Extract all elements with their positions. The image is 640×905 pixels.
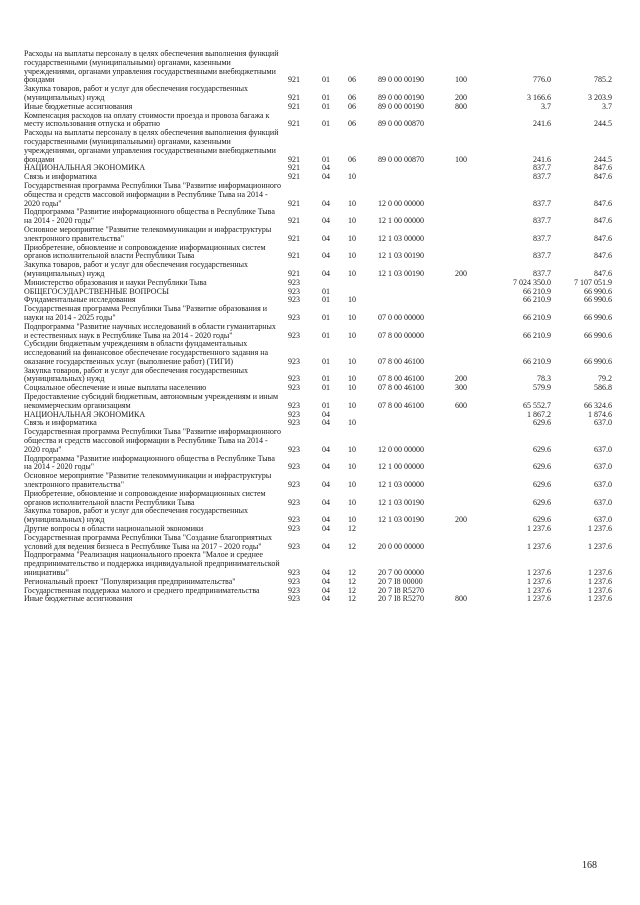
row-subsection: 06 <box>348 119 356 129</box>
row-amount-year2: 1 237.6 <box>588 594 612 604</box>
row-grbs: 923 <box>288 409 300 419</box>
row-expense-type: 100 <box>455 154 467 164</box>
row-grbs: 923 <box>288 277 300 287</box>
row-name: Подпрограмма "Реализация национального проекта "Малое и среднее предпринимательство и поддержка индивидуальной предпринимательской инициативы" <box>24 550 280 578</box>
row-grbs: 923 <box>288 286 300 296</box>
row-amount-year2: 1 237.6 <box>588 568 612 578</box>
row-section: 04 <box>322 497 330 507</box>
row-amount-year1: 579.9 <box>533 383 551 393</box>
row-section: 04 <box>322 163 330 173</box>
row-name: Государственная программа Республики Тыва "Развитие образования и науки на 2014 - 2025 годы" <box>24 304 268 322</box>
row-name: Приобретение, обновление и сопровождение информационных систем органов исполнительной власти Республики Тыва <box>24 488 266 507</box>
row-subsection: 12 <box>348 594 356 604</box>
row-section: 01 <box>322 295 330 305</box>
row-amount-year2: 7 107 051.9 <box>574 277 612 287</box>
row-section: 04 <box>322 524 330 534</box>
row-target-article: 12 1 03 00190 <box>378 515 424 525</box>
row-amount-year1: 1 237.6 <box>527 568 551 578</box>
row-amount-year2: 586.8 <box>594 383 612 393</box>
row-grbs: 923 <box>288 312 300 322</box>
row-target-article: 12 0 00 00000 <box>378 198 424 208</box>
row-amount-year2: 1 237.6 <box>588 585 612 595</box>
table-row <box>0 595 640 604</box>
row-expense-type: 200 <box>455 515 467 525</box>
row-amount-year2: 847.6 <box>594 233 612 243</box>
row-subsection: 10 <box>348 251 356 261</box>
row-name: Подпрограмма "Развитие информационного общества в Республике Тыва на 2014 - 2020 годы" <box>24 453 275 472</box>
table-row <box>0 507 640 525</box>
row-amount-year1: 837.7 <box>533 268 551 278</box>
row-section: 01 <box>322 383 330 393</box>
row-amount-year2: 637.0 <box>594 515 612 525</box>
row-amount-year1: 66 210.9 <box>523 295 551 305</box>
row-grbs: 923 <box>288 444 300 454</box>
row-amount-year1: 66 210.9 <box>523 312 551 322</box>
row-target-article: 89 0 00 00870 <box>378 154 424 164</box>
row-section: 01 <box>322 374 330 384</box>
table-row <box>0 226 640 244</box>
row-target-article: 20 0 00 00000 <box>378 541 424 551</box>
row-target-article: 89 0 00 00190 <box>378 75 424 85</box>
row-name: Закупка товаров, работ и услуг для обеспечения государственных (муниципальных) нужд <box>24 506 249 525</box>
table-row <box>0 393 640 411</box>
row-grbs: 923 <box>288 383 300 393</box>
row-amount-year1: 241.6 <box>533 154 551 164</box>
row-name: Закупка товаров, работ и услуг для обеспечения государственных (муниципальных) нужд <box>24 84 249 102</box>
row-amount-year2: 1 237.6 <box>588 524 612 534</box>
row-name: Подпрограмма "Развитие информационного общества в Республике Тыва на 2014 - 2020 годы" <box>24 207 275 226</box>
row-subsection: 10 <box>348 444 356 454</box>
row-section: 04 <box>322 216 330 226</box>
row-section: 04 <box>322 409 330 419</box>
row-amount-year1: 78.3 <box>537 374 551 384</box>
row-section: 04 <box>322 541 330 551</box>
row-grbs: 923 <box>288 594 300 604</box>
row-target-article: 12 1 03 00190 <box>378 268 424 278</box>
row-subsection: 10 <box>348 418 356 428</box>
row-expense-type: 800 <box>455 101 467 111</box>
table-row <box>0 112 640 130</box>
row-name: Подпрограмма "Развитие научных исследований в области гуманитарных и естественных наук в Республике Тыва на 2014 - 2020 годы" <box>24 321 276 340</box>
table-row <box>0 428 640 454</box>
row-expense-type: 800 <box>455 594 467 604</box>
row-target-article: 12 0 00 00000 <box>378 444 424 454</box>
row-grbs: 923 <box>288 480 300 490</box>
row-grbs: 923 <box>288 330 300 340</box>
row-name: Компенсация расходов на оплату стоимости проезда и провоза багажа к месту использования отпуска и обратно <box>24 110 270 129</box>
row-expense-type: 100 <box>455 75 467 85</box>
row-name: Государственная поддержка малого и среднего предпринимательства <box>24 585 260 595</box>
row-name: Связь и информатика <box>24 172 97 182</box>
table-row <box>0 367 640 385</box>
row-amount-year1: 1 237.6 <box>527 576 551 586</box>
row-section: 01 <box>322 101 330 111</box>
row-subsection: 10 <box>348 497 356 507</box>
row-amount-year2: 66 990.6 <box>584 356 612 366</box>
row-name: Расходы на выплаты персоналу в целях обеспечения выполнения функций государственными (муниципальными) органами, казенными учреждениями, органами управления государственными внебюджетными фондами <box>24 128 279 164</box>
row-section: 04 <box>322 585 330 595</box>
table-row <box>0 244 640 262</box>
row-expense-type: 600 <box>455 400 467 410</box>
row-target-article: 12 1 03 00000 <box>378 480 424 490</box>
row-name: Государственная программа Республики Тыва "Развитие информационного общества и средств массовой информации в Республике Тыва на 2014 - 2020 годы" <box>24 427 281 454</box>
row-grbs: 921 <box>288 216 300 226</box>
row-amount-year1: 1 237.6 <box>527 594 551 604</box>
table-row <box>0 129 640 164</box>
row-amount-year2: 785.2 <box>594 75 612 85</box>
row-grbs: 923 <box>288 585 300 595</box>
row-grbs: 921 <box>288 75 300 85</box>
row-grbs: 923 <box>288 524 300 534</box>
table-row <box>0 182 640 208</box>
page-number: 168 <box>582 860 597 871</box>
row-grbs: 923 <box>288 515 300 525</box>
row-target-article: 20 7 I8 R5270 <box>378 594 424 604</box>
row-target-article: 07 0 00 00000 <box>378 312 424 322</box>
row-amount-year2: 637.0 <box>594 497 612 507</box>
row-subsection: 06 <box>348 92 356 102</box>
row-section: 04 <box>322 418 330 428</box>
row-name: Закупка товаров, работ и услуг для обеспечения государственных (муниципальных) нужд <box>24 365 249 384</box>
row-amount-year1: 837.7 <box>533 198 551 208</box>
row-amount-year2: 244.5 <box>594 119 612 129</box>
row-subsection: 10 <box>348 172 356 182</box>
row-target-article: 20 7 00 00000 <box>378 568 424 578</box>
row-subsection: 10 <box>348 356 356 366</box>
row-expense-type: 200 <box>455 374 467 384</box>
row-target-article: 89 0 00 00190 <box>378 92 424 102</box>
row-name: Предоставление субсидий бюджетным, автономным учреждениям и иным некоммерческим организациям <box>24 392 279 410</box>
row-amount-year1: 629.6 <box>533 497 551 507</box>
row-grbs: 921 <box>288 268 300 278</box>
row-amount-year1: 629.6 <box>533 418 551 428</box>
row-amount-year2: 847.6 <box>594 198 612 208</box>
row-subsection: 10 <box>348 462 356 472</box>
row-amount-year1: 837.7 <box>533 216 551 226</box>
row-amount-year1: 837.7 <box>533 251 551 261</box>
row-grbs: 923 <box>288 497 300 507</box>
row-name: Субсидии бюджетным учреждениям в области фундаментальных исследований на финансовое обеспечение государственного задания на оказание государственных услуг (выполнение работ) (ТИГИ) <box>24 339 269 366</box>
row-section: 01 <box>322 119 330 129</box>
row-subsection: 10 <box>348 515 356 525</box>
row-section: 01 <box>322 286 330 296</box>
row-amount-year2: 1 237.6 <box>588 541 612 551</box>
table-row <box>0 323 640 341</box>
row-subsection: 10 <box>348 400 356 410</box>
row-name: Социальное обеспечение и иные выплаты населению <box>24 383 207 393</box>
row-target-article: 89 0 00 00870 <box>378 119 424 129</box>
row-grbs: 923 <box>288 576 300 586</box>
table-row <box>0 208 640 226</box>
table-row <box>0 305 640 323</box>
row-name: Другие вопросы в области национальной экономики <box>24 524 204 534</box>
row-grbs: 923 <box>288 400 300 410</box>
row-subsection: 06 <box>348 154 356 164</box>
row-amount-year2: 637.0 <box>594 462 612 472</box>
row-amount-year1: 66 210.9 <box>523 330 551 340</box>
row-name: Государственная программа Республики Тыва "Развитие информационного общества и средств массовой информации в Республике Тыва на 2014 - 2020 годы" <box>24 180 281 208</box>
row-amount-year1: 629.6 <box>533 480 551 490</box>
row-section: 04 <box>322 233 330 243</box>
row-amount-year1: 1 237.6 <box>527 524 551 534</box>
row-name: ОБЩЕГОСУДАРСТВЕННЫЕ ВОПРОСЫ <box>24 286 169 296</box>
row-grbs: 923 <box>288 568 300 578</box>
row-name: Закупка товаров, работ и услуг для обеспечения государственных (муниципальных) нужд <box>24 260 249 278</box>
row-amount-year1: 241.6 <box>533 119 551 129</box>
row-section: 04 <box>322 444 330 454</box>
row-target-article: 12 1 03 00190 <box>378 497 424 507</box>
row-section: 04 <box>322 198 330 208</box>
row-amount-year1: 837.7 <box>533 163 551 173</box>
row-section: 01 <box>322 400 330 410</box>
row-amount-year1: 7 024 350.0 <box>513 277 551 287</box>
row-section: 04 <box>322 515 330 525</box>
row-amount-year1: 1 867.2 <box>527 409 551 419</box>
row-expense-type: 200 <box>455 92 467 102</box>
row-subsection: 12 <box>348 568 356 578</box>
row-section: 01 <box>322 312 330 322</box>
row-amount-year2: 66 324.6 <box>584 400 612 410</box>
row-amount-year2: 637.0 <box>594 418 612 428</box>
row-amount-year2: 637.0 <box>594 444 612 454</box>
row-section: 01 <box>322 356 330 366</box>
row-amount-year1: 837.7 <box>533 233 551 243</box>
row-grbs: 921 <box>288 163 300 173</box>
row-name: Фундаментальные исследования <box>24 295 136 305</box>
row-target-article: 20 7 I8 R5270 <box>378 585 424 595</box>
row-section: 01 <box>322 92 330 102</box>
row-grbs: 921 <box>288 172 300 182</box>
row-grbs: 923 <box>288 356 300 366</box>
row-amount-year1: 629.6 <box>533 462 551 472</box>
row-grbs: 921 <box>288 198 300 208</box>
row-subsection: 06 <box>348 75 356 85</box>
row-section: 04 <box>322 568 330 578</box>
row-section: 01 <box>322 330 330 340</box>
row-amount-year2: 847.6 <box>594 268 612 278</box>
row-name: Государственная программа Республики Тыва "Создание благоприятных условий для ведения бизнеса в Республике Тыва на 2017 - 2020 годы" <box>24 532 272 551</box>
row-amount-year1: 629.6 <box>533 444 551 454</box>
row-subsection: 10 <box>348 330 356 340</box>
row-subsection: 10 <box>348 383 356 393</box>
row-amount-year1: 629.6 <box>533 515 551 525</box>
row-name: Основное мероприятие "Развитие телекоммуникации и инфраструктуры электронного правительства" <box>24 471 272 490</box>
row-name: Региональный проект "Популяризация предпринимательства" <box>24 576 236 586</box>
row-amount-year2: 847.6 <box>594 251 612 261</box>
row-amount-year2: 66 990.6 <box>584 330 612 340</box>
row-amount-year1: 65 552.7 <box>523 400 551 410</box>
row-name: Основное мероприятие "Развитие телекоммуникации и инфраструктуры электронного правительства" <box>24 224 272 243</box>
row-grbs: 923 <box>288 295 300 305</box>
row-subsection: 12 <box>348 585 356 595</box>
row-section: 01 <box>322 154 330 164</box>
row-subsection: 10 <box>348 480 356 490</box>
row-amount-year2: 66 990.6 <box>584 286 612 296</box>
budget-table <box>0 50 640 604</box>
row-grbs: 921 <box>288 154 300 164</box>
row-amount-year2: 79.2 <box>598 374 612 384</box>
row-target-article: 07 8 00 00000 <box>378 330 424 340</box>
row-grbs: 923 <box>288 462 300 472</box>
row-subsection: 10 <box>348 295 356 305</box>
row-amount-year2: 244.5 <box>594 154 612 164</box>
row-section: 04 <box>322 462 330 472</box>
row-subsection: 12 <box>348 576 356 586</box>
row-name: Министерство образования и науки Республики Тыва <box>24 277 207 287</box>
row-target-article: 12 1 03 00000 <box>378 233 424 243</box>
table-row <box>0 551 640 577</box>
row-subsection: 10 <box>348 268 356 278</box>
row-subsection: 10 <box>348 198 356 208</box>
row-amount-year2: 1 874.6 <box>588 409 612 419</box>
row-name: Приобретение, обновление и сопровождение информационных систем органов исполнительной власти Республики Тыва <box>24 242 266 261</box>
row-name: Иные бюджетные ассигнования <box>24 594 133 604</box>
row-expense-type: 200 <box>455 268 467 278</box>
row-subsection: 10 <box>348 216 356 226</box>
row-amount-year2: 847.6 <box>594 216 612 226</box>
row-subsection: 10 <box>348 233 356 243</box>
row-name: НАЦИОНАЛЬНАЯ ЭКОНОМИКА <box>24 409 146 419</box>
row-name: Иные бюджетные ассигнования <box>24 101 133 111</box>
row-subsection: 10 <box>348 374 356 384</box>
table-row <box>0 534 640 552</box>
row-section: 04 <box>322 251 330 261</box>
row-amount-year1: 66 210.9 <box>523 356 551 366</box>
row-amount-year1: 3.7 <box>541 101 551 111</box>
row-grbs: 923 <box>288 374 300 384</box>
row-amount-year2: 847.6 <box>594 172 612 182</box>
row-grbs: 921 <box>288 119 300 129</box>
row-target-article: 20 7 I8 00000 <box>378 576 423 586</box>
row-amount-year2: 66 990.6 <box>584 312 612 322</box>
row-target-article: 12 1 00 00000 <box>378 462 424 472</box>
row-name: Связь и информатика <box>24 418 97 428</box>
row-amount-year1: 1 237.6 <box>527 541 551 551</box>
row-grbs: 923 <box>288 541 300 551</box>
row-amount-year1: 1 237.6 <box>527 585 551 595</box>
row-target-article: 07 8 00 46100 <box>378 356 424 366</box>
row-subsection: 12 <box>348 541 356 551</box>
row-grbs: 921 <box>288 101 300 111</box>
table-row <box>0 340 640 366</box>
row-amount-year2: 847.6 <box>594 163 612 173</box>
table-row <box>0 490 640 508</box>
row-grbs: 923 <box>288 418 300 428</box>
table-row <box>0 472 640 490</box>
row-subsection: 12 <box>348 524 356 534</box>
table-row <box>0 455 640 473</box>
row-subsection: 10 <box>348 312 356 322</box>
row-amount-year1: 776.0 <box>533 75 551 85</box>
row-grbs: 921 <box>288 92 300 102</box>
row-name: Расходы на выплаты персоналу в целях обеспечения выполнения функций государственными (муниципальными) органами, казенными учреждениями, органами управления государственными внебюджетными фондами <box>24 49 279 85</box>
row-subsection: 06 <box>348 101 356 111</box>
table-row <box>0 85 640 103</box>
row-section: 04 <box>322 172 330 182</box>
row-target-article: 89 0 00 00190 <box>378 101 424 111</box>
row-amount-year2: 66 990.6 <box>584 295 612 305</box>
table-row <box>0 261 640 279</box>
row-expense-type: 300 <box>455 383 467 393</box>
row-grbs: 921 <box>288 233 300 243</box>
row-target-article: 12 1 00 00000 <box>378 216 424 226</box>
row-amount-year2: 3 203.9 <box>588 92 612 102</box>
row-name: НАЦИОНАЛЬНАЯ ЭКОНОМИКА <box>24 163 146 173</box>
row-section: 04 <box>322 576 330 586</box>
row-grbs: 921 <box>288 251 300 261</box>
row-amount-year1: 3 166.6 <box>527 92 551 102</box>
row-amount-year2: 3.7 <box>602 101 612 111</box>
row-amount-year2: 637.0 <box>594 480 612 490</box>
row-target-article: 07 8 00 46100 <box>378 374 424 384</box>
row-target-article: 07 8 00 46100 <box>378 400 424 410</box>
row-section: 04 <box>322 268 330 278</box>
row-amount-year1: 837.7 <box>533 172 551 182</box>
row-target-article: 12 1 03 00190 <box>378 251 424 261</box>
row-section: 04 <box>322 594 330 604</box>
table-row <box>0 50 640 85</box>
row-amount-year1: 66 210.9 <box>523 286 551 296</box>
row-target-article: 07 8 00 46100 <box>378 383 424 393</box>
row-section: 04 <box>322 480 330 490</box>
row-amount-year2: 1 237.6 <box>588 576 612 586</box>
row-section: 01 <box>322 75 330 85</box>
